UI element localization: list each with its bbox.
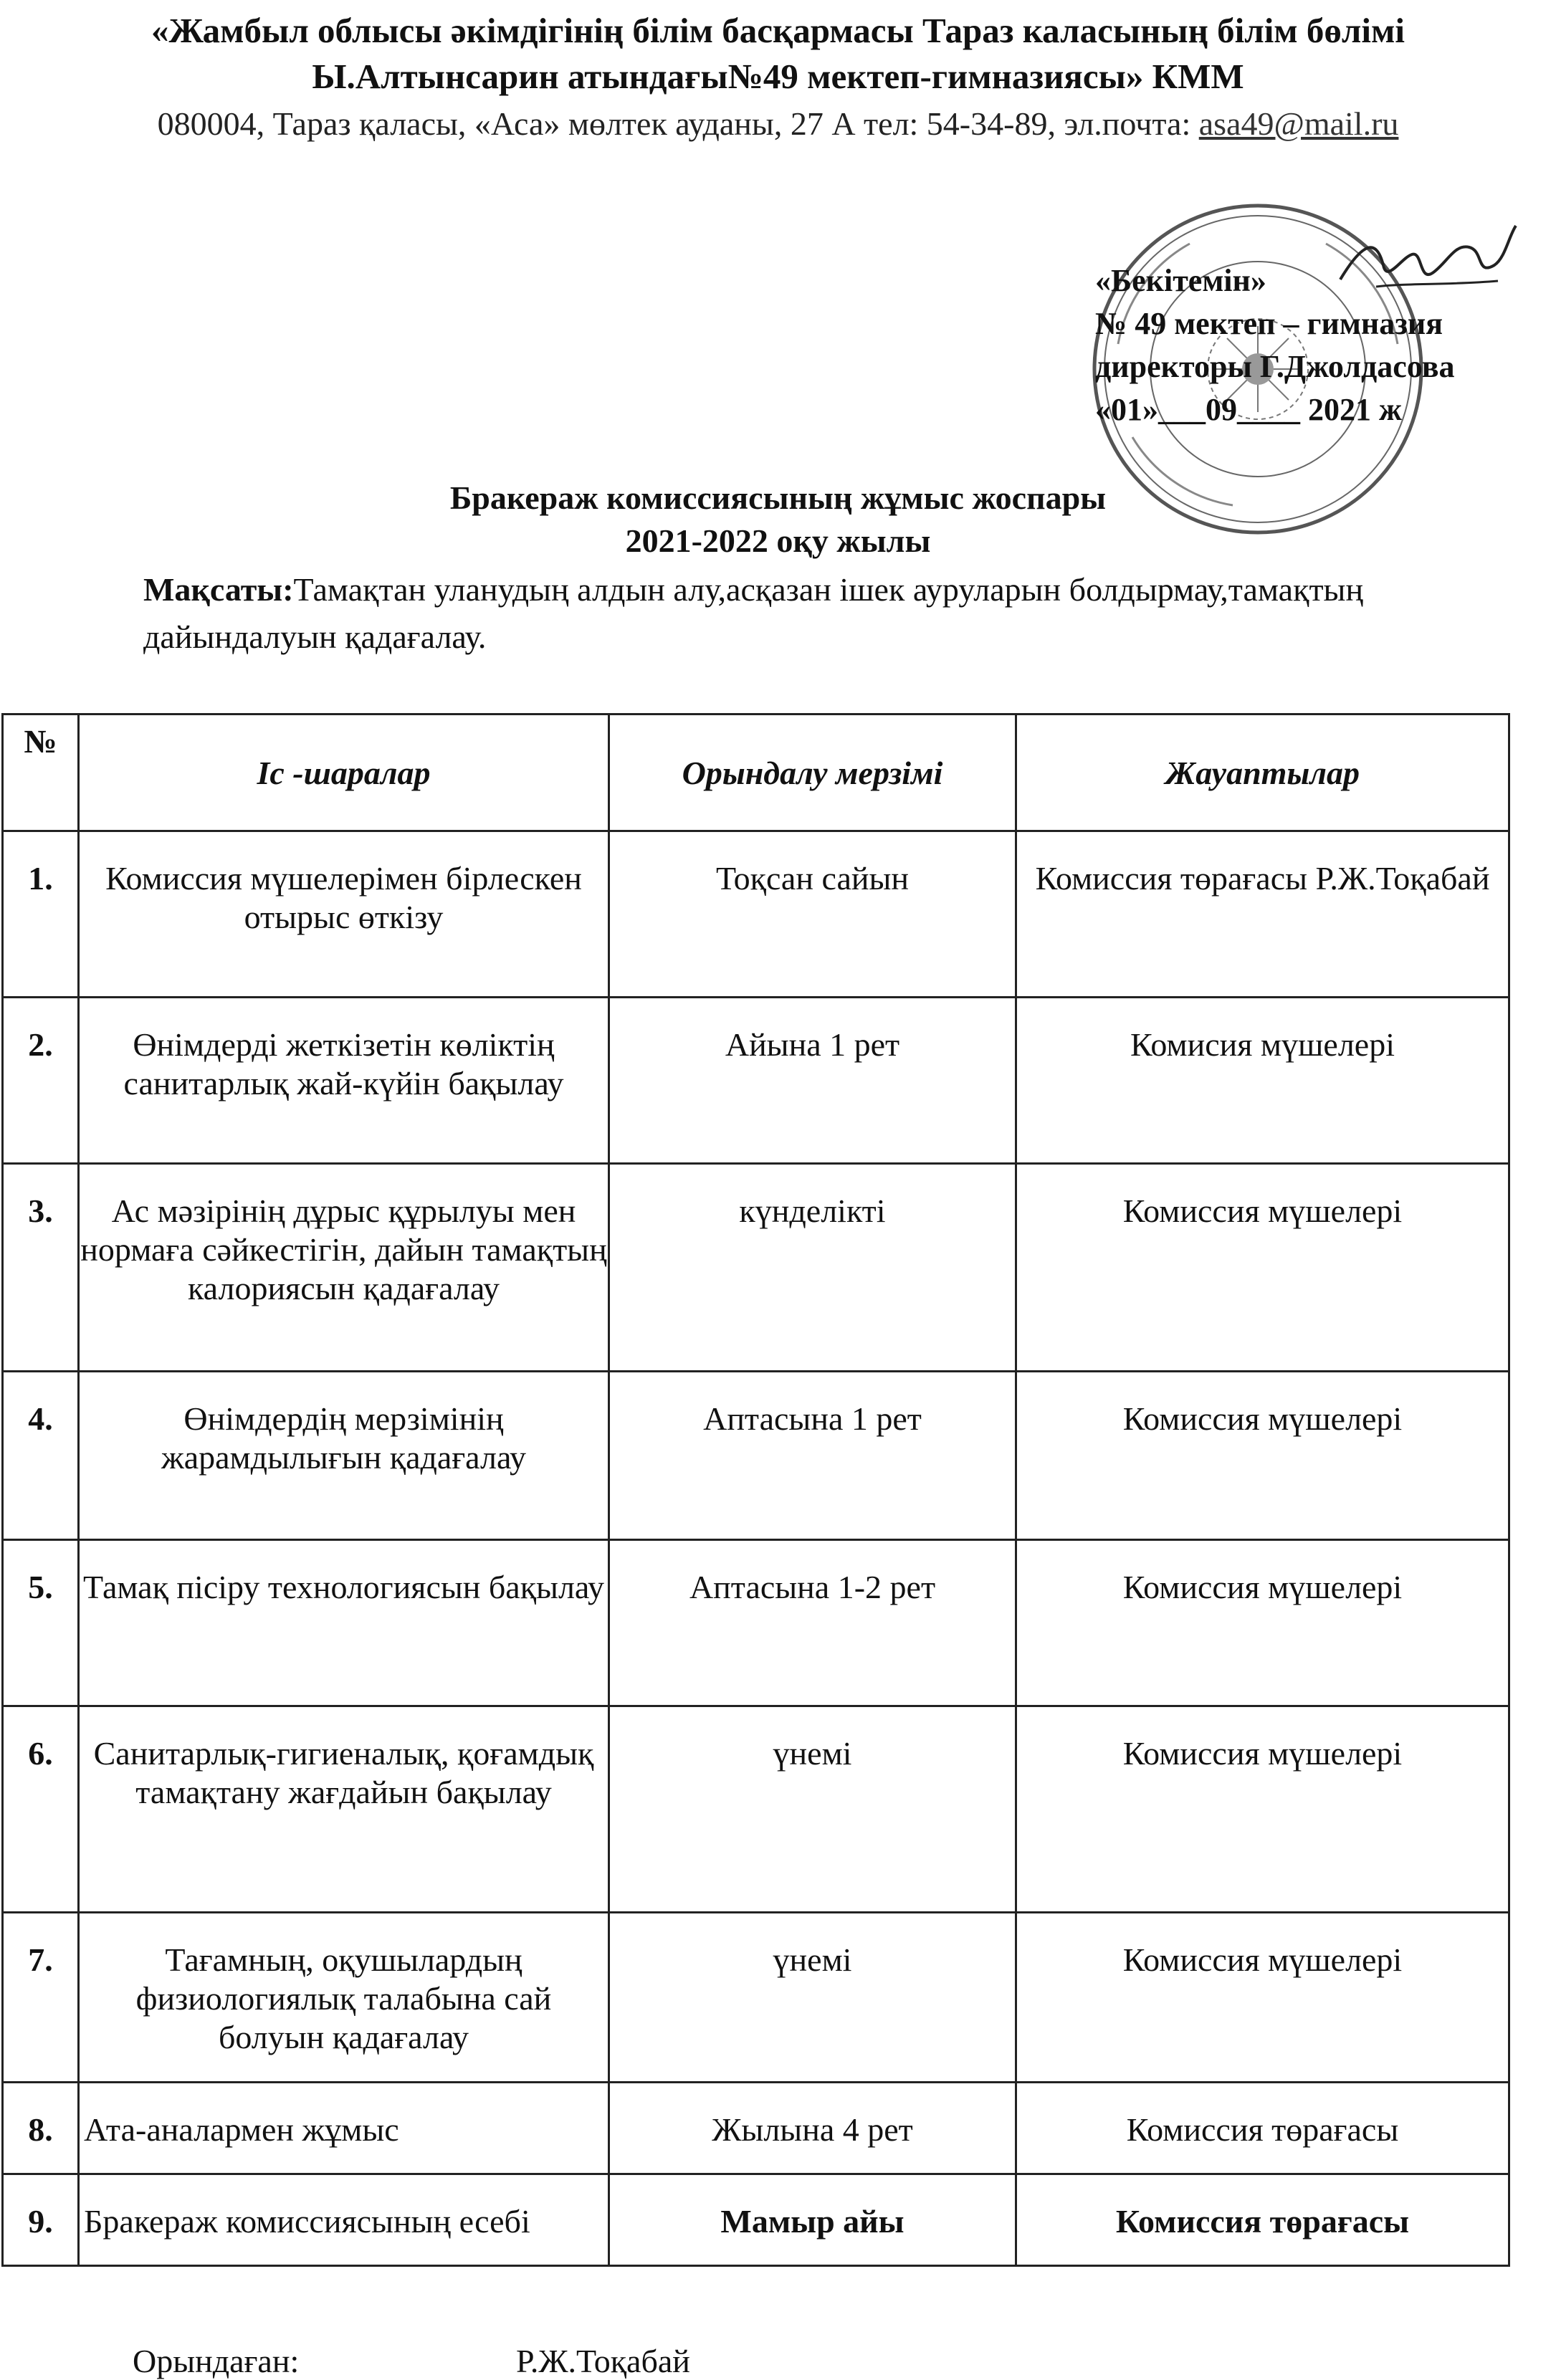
header-responsible: Жауаптылар <box>1016 715 1509 831</box>
header-line-2: Ы.Алтынсарин атындағы№49 мектеп-гимназиясы» КММ <box>312 57 1244 96</box>
row-responsible: Комиссия төрағасы <box>1016 2083 1509 2174</box>
executor-label: Орындаған: <box>133 2343 300 2379</box>
header-term: Орындалу мерзімі <box>609 715 1016 831</box>
row-responsible: Комиссия мүшелері <box>1016 1706 1509 1913</box>
row-responsible: Комиссия мүшелері <box>1016 1913 1509 2083</box>
goal-text: Тамақтан уланудың алдын алу,асқазан ішек ауруларын болдырмау,тамақтың дайындалуын қадағалау. <box>143 571 1364 655</box>
executor-name: Р.Ж.Тоқабай <box>516 2343 690 2379</box>
approval-line-1: «Бекітемін» <box>1095 263 1266 298</box>
header-contacts <box>0 105 1556 143</box>
row-responsible: Комиссия мүшелері <box>1016 1540 1509 1706</box>
row-responsible: Комиссия төрағасы <box>1016 2174 1509 2266</box>
row-term: күнделікті <box>609 1164 1016 1372</box>
row-activity: Санитарлық-гигиеналық, қоғамдық тамақтану жағдайын бақылау <box>79 1706 609 1913</box>
row-responsible: Комисия мүшелері <box>1016 998 1509 1164</box>
goal-paragraph <box>143 566 1505 661</box>
row-number: 8. <box>3 2083 79 2174</box>
row-responsible: Комиссия мүшелері <box>1016 1372 1509 1540</box>
row-term: Аптасына 1 рет <box>609 1372 1016 1540</box>
document-title: Бракераж комиссиясының жұмыс жоспары <box>449 479 1107 516</box>
academic-year: 2021-2022 оқу жылы <box>625 522 931 559</box>
row-term: Айына 1 рет <box>609 998 1016 1164</box>
row-term: үнемі <box>609 1913 1016 2083</box>
header-number: № <box>3 715 79 831</box>
row-activity: Өнімдерді жеткізетін көліктің санитарлық жай-күйін бақылау <box>79 998 609 1164</box>
row-number: 5. <box>3 1540 79 1706</box>
table-row <box>3 831 1509 998</box>
row-term: Тоқсан сайын <box>609 831 1016 998</box>
row-activity: Комиссия мүшелерімен бірлескен отырыс өткізу <box>79 831 609 998</box>
row-number: 1. <box>3 831 79 998</box>
table-row <box>3 1372 1509 1540</box>
row-term: үнемі <box>609 1706 1016 1913</box>
approval-line-4: «01»___09____ 2021 ж <box>1095 392 1402 427</box>
email-link[interactable]: asa49@mail.ru <box>1198 105 1399 142</box>
row-term: Мамыр айы <box>609 2174 1016 2266</box>
header-line-1: «Жамбыл облысы әкімдігінің білім басқармасы Тараз каласының білім бөлімі <box>151 11 1405 50</box>
table-row <box>3 1913 1509 2083</box>
row-responsible: Комиссия төрағасы Р.Ж.Тоқабай <box>1016 831 1509 998</box>
row-term: Жылына 4 рет <box>609 2083 1016 2174</box>
header-activity: Іс -шаралар <box>79 715 609 831</box>
row-number: 6. <box>3 1706 79 1913</box>
table-header-row <box>3 715 1509 831</box>
row-activity: Өнімдердің мерзімінің жарамдылығын қадағалау <box>79 1372 609 1540</box>
row-responsible: Комиссия мүшелері <box>1016 1164 1509 1372</box>
row-number: 4. <box>3 1372 79 1540</box>
row-activity: Ас мәзірінің дұрыс құрылуы мен нормаға сәйкестігін, дайын тамақтың калориясын қадағалау <box>79 1164 609 1372</box>
table-row <box>3 2083 1509 2174</box>
row-activity: Тамақ пісіру технологиясын бақылау <box>79 1540 609 1706</box>
header-address: 080004, Тараз қаласы, «Аса» мөлтек ауданы, 27 А тел: 54-34-89, эл.почта: <box>157 105 1199 142</box>
table-row <box>3 1540 1509 1706</box>
row-number: 7. <box>3 1913 79 2083</box>
row-activity: Тағамның, оқушылардың физиологиялық талабына сай болуын қадағалау <box>79 1913 609 2083</box>
row-term: Аптасына 1-2 рет <box>609 1540 1016 1706</box>
approval-line-3: директоры Г.Джолдасова <box>1095 349 1455 384</box>
table-row <box>3 2174 1509 2266</box>
goal-label: Мақсаты: <box>143 571 294 608</box>
director-signature <box>1333 215 1519 308</box>
row-activity: Бракераж комиссиясының есебі <box>79 2174 609 2266</box>
row-number: 2. <box>3 998 79 1164</box>
plan-table <box>1 713 1510 2267</box>
row-activity: Ата-аналармен жұмыс <box>79 2083 609 2174</box>
row-number: 9. <box>3 2174 79 2266</box>
table-row <box>3 1706 1509 1913</box>
table-row <box>3 1164 1509 1372</box>
table-row <box>3 998 1509 1164</box>
row-number: 3. <box>3 1164 79 1372</box>
approval-line-2: № 49 мектеп – гимназия <box>1095 306 1443 341</box>
